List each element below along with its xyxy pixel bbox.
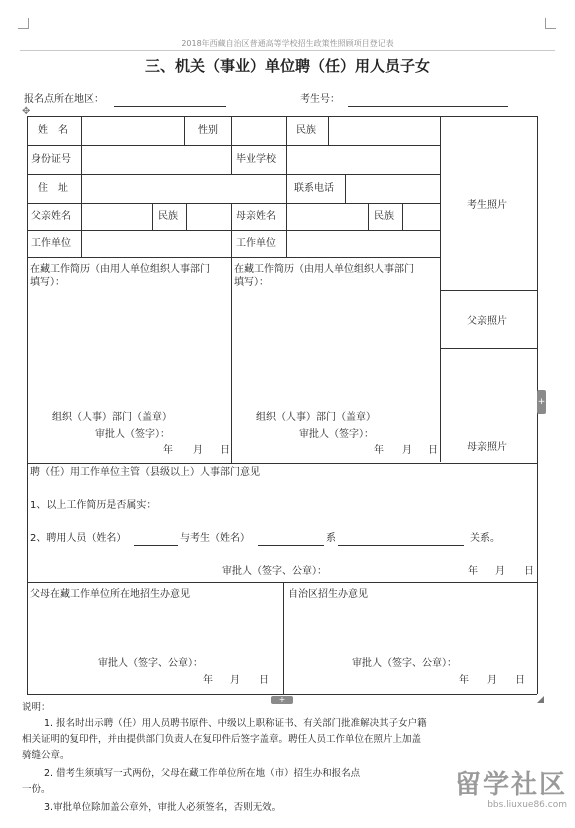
note-2-line-1: 2. 借考生须填写一式两份，父母在藏工作单位所在地（市）招生办和报名点: [44, 768, 361, 779]
exam-number-input[interactable]: [348, 106, 508, 107]
cell-line: [286, 175, 287, 203]
watermark-logo: [455, 770, 567, 811]
phone-label: 联系电话: [294, 183, 334, 194]
photo-column-divider: [440, 116, 441, 462]
resume-left-heading: 在藏工作简历（由用人单位组织人事部门: [30, 264, 210, 275]
opinion-day: 日: [524, 566, 534, 577]
gender-label: 性别: [198, 125, 218, 136]
student-photo-label: 考生照片: [467, 200, 507, 211]
region-office-title: 自治区招生办意见: [288, 589, 368, 600]
office-divider: [283, 582, 284, 694]
id-field[interactable]: [82, 146, 230, 173]
phone-field[interactable]: [346, 175, 439, 202]
org-seal-right: 组织（人事）部门（盖章）: [256, 412, 376, 423]
opinion-title: 聘（任）用工作单位主管（县级以上）人事部门意见: [30, 467, 260, 478]
opinion-item-2b: 与考生（姓名）: [180, 533, 250, 544]
id-label: 身份证号: [31, 154, 71, 165]
cell-line: [152, 204, 153, 230]
opinion-approver: 审批人（签字、公章）：: [222, 566, 327, 577]
region-office-day: 日: [515, 675, 525, 686]
opinion-item-2d: 关系。: [470, 533, 500, 544]
ethnicity-field[interactable]: [329, 117, 439, 144]
running-header: 2018年西藏自治区普通高等学校招生政策性照顾项目登记表: [181, 39, 394, 48]
date-left-month: 月: [193, 445, 203, 456]
add-column-button[interactable]: +: [537, 390, 546, 414]
note-1-line-3: 骑缝公章。: [22, 750, 70, 761]
resume-divider: [231, 258, 232, 463]
cell-line: [231, 146, 232, 174]
table-move-handle-icon[interactable]: ✥: [22, 106, 31, 117]
mother-work-field[interactable]: [287, 231, 439, 256]
page-title: 三、机关（事业）单位聘（任）用人员子女: [144, 57, 430, 75]
opinion-item-2a: 2、聘用人员（姓名）: [30, 533, 127, 544]
notes-heading: 说明：: [22, 702, 51, 713]
date-left-day: 日: [220, 445, 230, 456]
date-right-year: 年: [374, 445, 384, 456]
crop-mark-top-right: [545, 18, 556, 29]
school-label: 毕业学校: [236, 154, 276, 165]
date-right-month: 月: [402, 445, 412, 456]
header-rule: [20, 50, 555, 51]
cell-line: [231, 231, 232, 257]
crop-mark-top-left: [18, 18, 29, 29]
resume-right-heading: 在藏工作简历（由用人单位组织人事部门: [234, 264, 414, 275]
cell-line: [368, 204, 369, 230]
watermark-url: bbs.liuxue86.com: [487, 800, 567, 810]
mother-name-label: 母亲姓名: [236, 211, 276, 222]
photo-line: [440, 348, 537, 349]
father-ethnicity-label: 民族: [158, 211, 178, 222]
parents-office-month: 月: [230, 675, 240, 686]
mother-photo-label: 母亲照片: [467, 442, 507, 453]
row-line: [27, 463, 537, 464]
mother-work-label: 工作单位: [236, 238, 276, 249]
resume-right-field[interactable]: [234, 292, 436, 402]
parents-office-field[interactable]: [30, 604, 280, 654]
resume-left-heading-2: 填写）：: [30, 277, 65, 288]
photo-line: [440, 290, 537, 291]
exam-location-input[interactable]: [114, 106, 226, 107]
address-label: 住 址: [38, 183, 68, 194]
note-1-line-2: 相关证明的复印件，并由提供部门负责人在复印件后签字盖章。聘任人员工作单位在照片上加盖: [22, 734, 422, 745]
date-right-day: 日: [428, 445, 438, 456]
father-work-label: 工作单位: [31, 238, 71, 249]
opinion-item-1-field[interactable]: [170, 496, 530, 512]
row-line: [27, 257, 440, 258]
cell-line: [286, 117, 287, 145]
mother-ethnicity-field[interactable]: [403, 204, 439, 229]
region-office-approver: 审批人（签字、公章）：: [352, 658, 457, 669]
father-work-field[interactable]: [82, 231, 230, 256]
resume-right-heading-2: 填写）：: [234, 277, 269, 288]
approver-left: 审批人（签字）：: [95, 429, 170, 440]
mother-name-field[interactable]: [287, 204, 367, 229]
parents-office-day: 日: [259, 675, 269, 686]
mother-ethnicity-label: 民族: [374, 211, 394, 222]
row-line: [27, 582, 537, 583]
opinion-year: 年: [468, 566, 478, 577]
add-row-button[interactable]: +: [271, 696, 293, 704]
opinion-month: 月: [495, 566, 505, 577]
student-name-input[interactable]: [258, 545, 324, 546]
cell-line: [231, 204, 232, 230]
region-office-month: 月: [487, 675, 497, 686]
approver-right: 审批人（签字）：: [299, 429, 374, 440]
opinion-item-1: 1、以上工作简历是否属实：: [30, 500, 157, 511]
cell-line: [184, 117, 185, 145]
date-left-year: 年: [163, 445, 173, 456]
address-field[interactable]: [82, 175, 285, 202]
name-field[interactable]: [82, 117, 183, 144]
father-name-label: 父亲姓名: [31, 211, 71, 222]
gender-field[interactable]: [232, 117, 285, 144]
watermark-brand: 留学社区: [454, 770, 567, 800]
name-label: 姓 名: [38, 125, 68, 136]
father-name-field[interactable]: [82, 204, 151, 229]
school-field[interactable]: [287, 146, 439, 173]
ethnicity-label: 民族: [296, 125, 316, 136]
parents-office-approver: 审批人（签字、公章）：: [98, 658, 203, 669]
table-resize-handle[interactable]: [537, 696, 544, 703]
employee-name-input[interactable]: [134, 545, 178, 546]
note-2-line-2: 一份。: [22, 784, 51, 795]
note-3-line-1: 3.审批单位除加盖公章外，审批人必须签名，否则无效。: [44, 802, 282, 813]
father-photo-label: 父亲照片: [467, 316, 507, 327]
opinion-item-2c: 系: [326, 533, 336, 544]
parents-office-year: 年: [203, 675, 213, 686]
parents-office-title: 父母在藏工作单位所在地招生办意见: [30, 589, 190, 600]
father-ethnicity-field[interactable]: [187, 204, 230, 229]
resume-left-field[interactable]: [30, 292, 228, 402]
org-seal-left: 组织（人事）部门（盖章）: [52, 412, 172, 423]
region-office-field[interactable]: [288, 604, 534, 654]
region-office-year: 年: [459, 675, 469, 686]
exam-number-label: 考生号：: [300, 94, 340, 105]
exam-location-label: 报名点所在地区：: [24, 94, 104, 105]
note-1-line-1: 1. 报名时出示聘（任）用人员聘书原件、中级以上职称证书、有关部门批准解决其子女户籍: [44, 718, 427, 729]
relationship-input[interactable]: [338, 545, 464, 546]
